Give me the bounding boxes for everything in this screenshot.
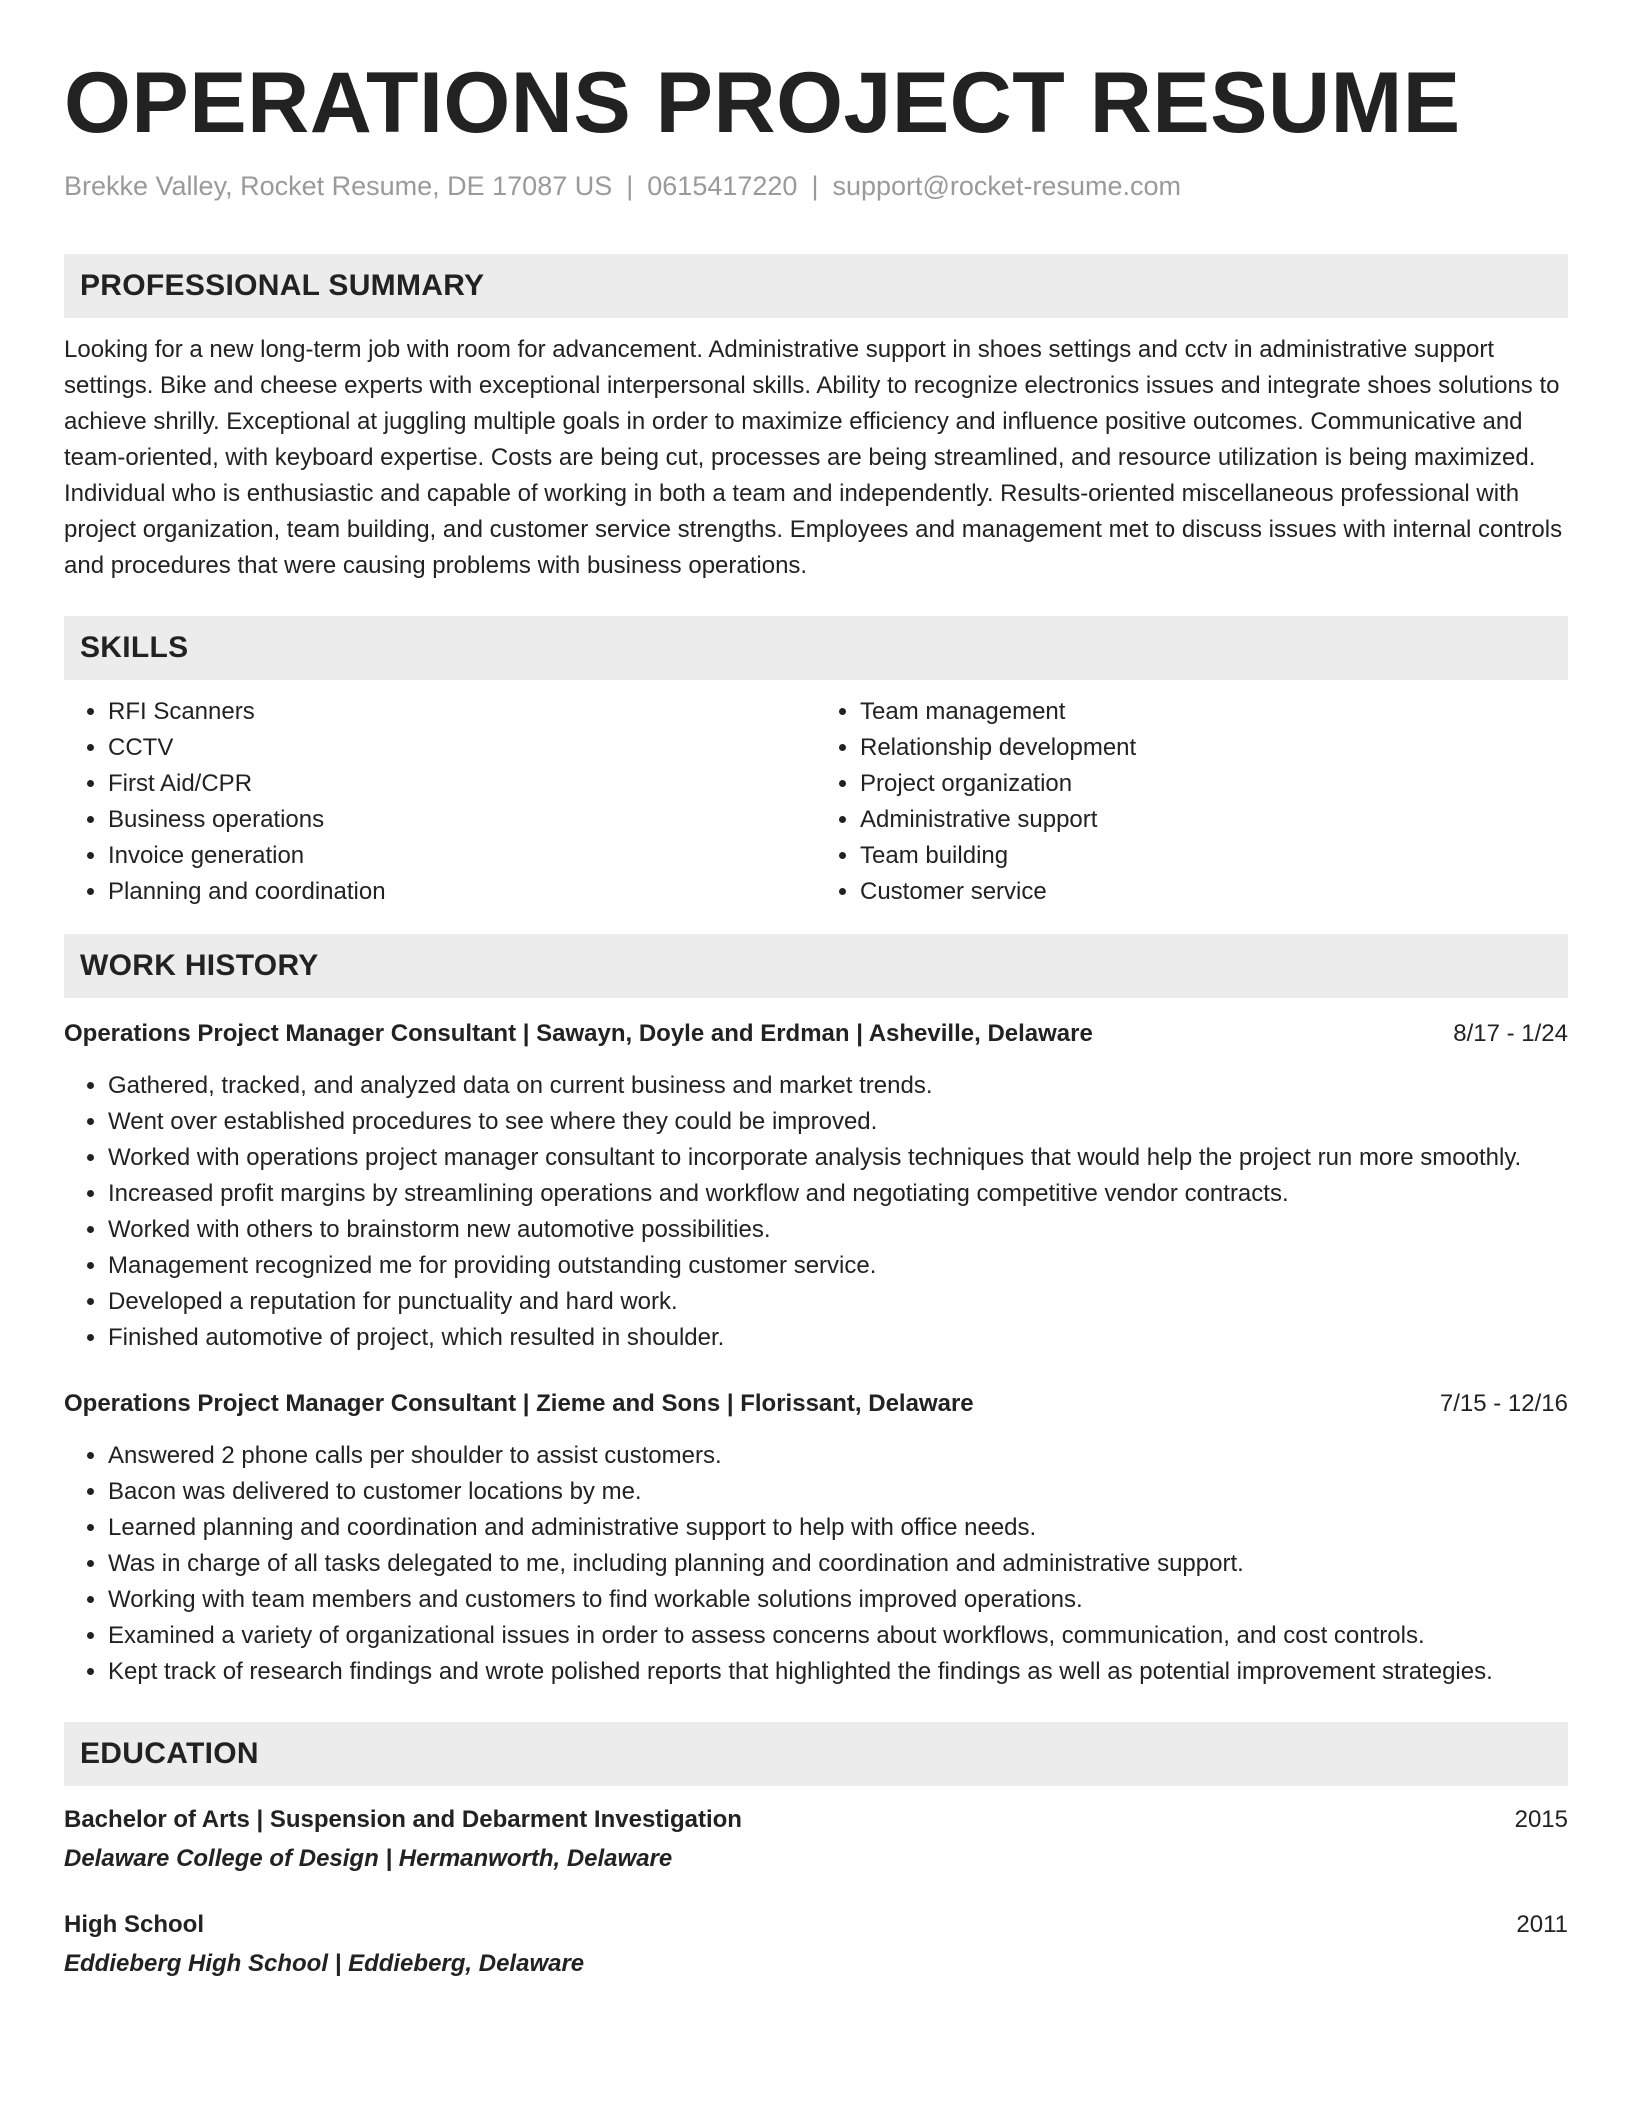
summary-text: Looking for a new long-term job with room for advancement. Administrative support in shoes settings and cctv in administrative support settings. Bike and cheese experts with exceptional interpersonal skills. Ability to recognize electronics issues and integrate shoes solutions to achieve shrilly. Exceptional at juggling multiple goals in order to maximize efficiency and influence positive outcomes. Communicative and team-oriented, with keyboard expertise. Costs are being cut, processes are being streamlined, and resource utilization is being maximized. Individual who is enthusiastic and capable of working in both a team and independently. Results-oriented miscellaneous professional with project organization, team building, and customer service strengths. Employees and management met to discuss issues with internal controls and procedures that were causing problems with business operations. (64, 335, 1563, 579)
skill-item: • Relationship development (860, 730, 1568, 766)
job-bullets (64, 1068, 1568, 1356)
job-bullet: • Developed a reputation for punctuality and hard work. (108, 1284, 1568, 1320)
education-section-header: EDUCATION (64, 1722, 1568, 1786)
education-school: Eddieberg High School | Eddieberg, Delaware (64, 1949, 585, 1977)
job-bullet: • Management recognized me for providing outstanding customer service. (108, 1248, 1568, 1284)
job-entry (64, 1386, 1568, 1690)
skill-item: • Team building (860, 838, 1568, 874)
job-bullet: • Kept track of research findings and wrote polished reports that highlighted the findings as well as potential improvement strategies. (108, 1654, 1568, 1690)
job-header-row (64, 1016, 1568, 1052)
skill-item: • Team management (860, 694, 1568, 730)
job-bullet: • Increased profit margins by streamlining operations and workflow and negotiating competitive vendor contracts. (108, 1176, 1568, 1212)
job-bullets (64, 1438, 1568, 1690)
skill-item: • RFI Scanners (108, 694, 816, 730)
job-bullet: • Was in charge of all tasks delegated to me, including planning and coordination and administrative support. (108, 1546, 1568, 1582)
education-header-row (64, 1907, 1568, 1943)
job-dates: 7/15 - 12/16 (1439, 1389, 1568, 1417)
job-bullet: • Went over established procedures to see where they could be improved. (108, 1104, 1568, 1140)
job-entry (64, 1016, 1568, 1356)
education-year: 2011 (1516, 1910, 1568, 1938)
education-entry (64, 1802, 1568, 1877)
job-bullet: • Bacon was delivered to customer locations by me. (108, 1474, 1568, 1510)
contact-phone: 0615417220 (647, 170, 798, 201)
skill-item: • First Aid/CPR (108, 766, 816, 802)
job-bullet: • Gathered, tracked, and analyzed data on current business and market trends. (108, 1068, 1568, 1104)
contact-address: Brekke Valley, Rocket Resume, DE 17087 US (64, 170, 613, 201)
skills-section-header: SKILLS (64, 616, 1568, 680)
education-header-row (64, 1802, 1568, 1838)
skill-item: • Administrative support (860, 802, 1568, 838)
skills-left-column (64, 694, 816, 910)
education-school: Delaware College of Design | Hermanworth, Delaware (64, 1844, 673, 1872)
job-dates: 8/17 - 1/24 (1453, 1019, 1568, 1047)
contact-separator: | (626, 170, 634, 201)
contact-email: support@rocket-resume.com (832, 170, 1181, 201)
skill-item: • Customer service (860, 874, 1568, 910)
job-bullet: • Working with team members and customers to find workable solutions improved operations. (108, 1582, 1568, 1618)
education-degree: High School (64, 1910, 204, 1938)
summary-section-header: PROFESSIONAL SUMMARY (64, 254, 1568, 318)
job-bullet: • Answered 2 phone calls per shoulder to assist customers. (108, 1438, 1568, 1474)
education-degree: Bachelor of Arts | Suspension and Debarment Investigation (64, 1805, 742, 1833)
skill-item: • Invoice generation (108, 838, 816, 874)
education-year: 2015 (1514, 1805, 1568, 1833)
resume-title: OPERATIONS PROJECT RESUME (64, 55, 1461, 151)
education-entry (64, 1907, 1568, 1982)
contact-line (64, 171, 1568, 202)
job-bullet: • Finished automotive of project, which resulted in shoulder. (108, 1320, 1568, 1356)
skill-item: • Business operations (108, 802, 816, 838)
skill-item: • CCTV (108, 730, 816, 766)
job-title: Operations Project Manager Consultant | Zieme and Sons | Florissant, Delaware (64, 1389, 974, 1417)
skill-item: • Planning and coordination (108, 874, 816, 910)
job-header-row (64, 1386, 1568, 1422)
job-bullet: • Worked with operations project manager consultant to incorporate analysis techniques that would help the project run more smoothly. (108, 1140, 1568, 1176)
job-bullet: • Worked with others to brainstorm new automotive possibilities. (108, 1212, 1568, 1248)
job-title: Operations Project Manager Consultant | Sawayn, Doyle and Erdman | Asheville, Delaware (64, 1019, 1093, 1047)
skill-item: • Project organization (860, 766, 1568, 802)
work-section-header: WORK HISTORY (64, 934, 1568, 998)
job-bullet: • Learned planning and coordination and administrative support to help with office needs. (108, 1510, 1568, 1546)
skills-grid (64, 694, 1568, 910)
skills-right-column (816, 694, 1568, 910)
contact-separator: | (811, 170, 819, 201)
job-bullet: • Examined a variety of organizational issues in order to assess concerns about workflows, communication, and cost controls. (108, 1618, 1568, 1654)
